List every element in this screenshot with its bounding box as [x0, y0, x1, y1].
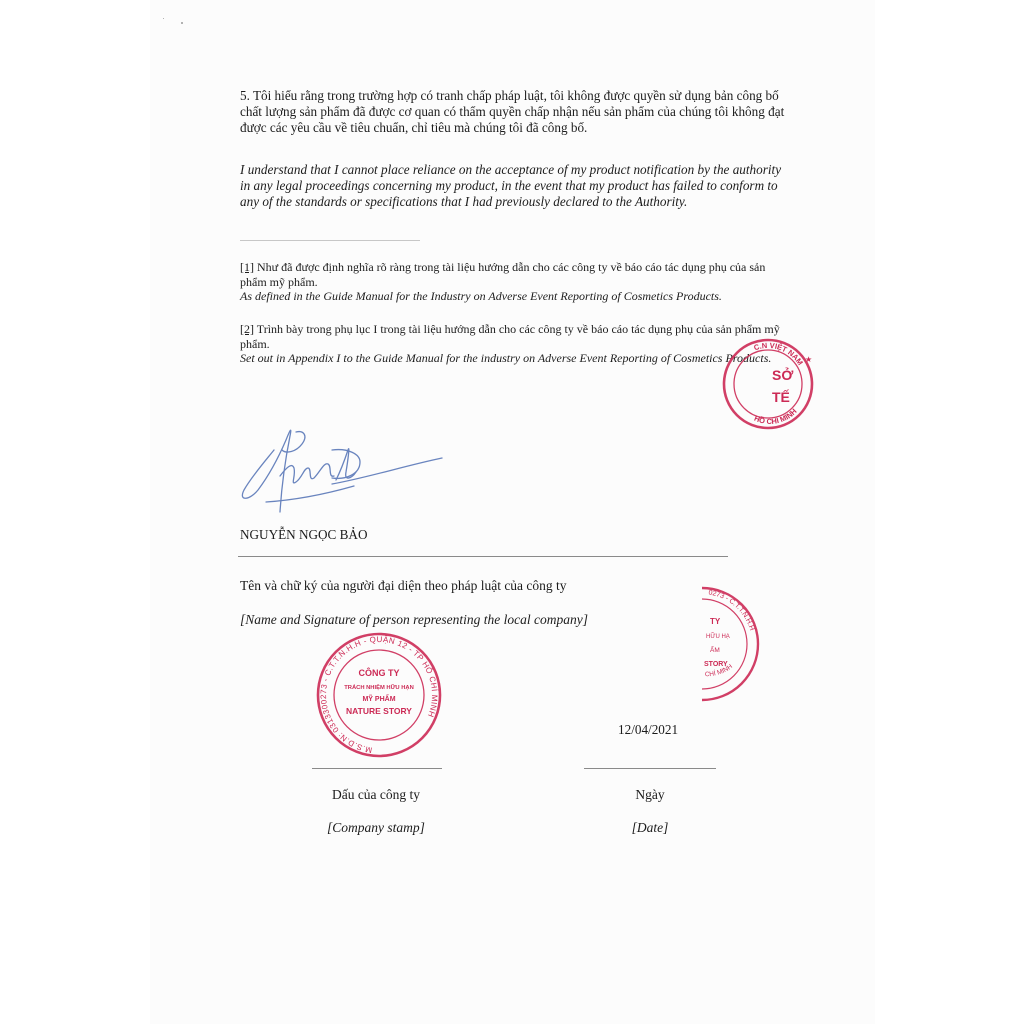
- company-stamp-line-1: CÔNG TY: [358, 668, 400, 678]
- footnote-2: [240, 322, 780, 366]
- partial-stamp-ring-bottom: CHÍ MINH: [704, 663, 734, 679]
- company-stamp-line-2: TRÁCH NHIỆM HỮU HẠN: [344, 685, 414, 691]
- company-stamp-line: [312, 768, 442, 769]
- footnote-2-ref: [2]: [240, 322, 254, 336]
- department-stamp-line-2: TẾ: [772, 389, 790, 405]
- clause-5-vietnamese: 5. Tôi hiểu rằng trong trường hợp có tranh chấp pháp luật, tôi không được quyền sử dụng bản công bố chất lượng sản phẩm đã được cơ quan có thẩm quyền chấp nhận nếu sản phẩm của chúng tôi không đạt được các yêu cầu về tiêu chuẩn, chỉ tiêu mà chúng tôi đã công bố.: [240, 88, 785, 136]
- department-stamp-ring-bottom: HỒ CHÍ MINH: [752, 406, 799, 427]
- footnote-2-vietnamese: [240, 322, 780, 351]
- signature-label-vietnamese: Tên và chữ ký của người đại diện theo pháp luật của công ty: [240, 578, 567, 593]
- footnote-2-text: Trình bày trong phụ lục I trong tài liệu hướng dẫn cho các công ty về báo cáo tác dụng phụ của sản phẩm mỹ phẩm.: [240, 322, 780, 351]
- company-stamp-ring: M.S.D.N: 0313300273 - C.T.T.N.H.H - QUẬN 12 - TP HỒ CHÍ MINH: [319, 634, 440, 755]
- company-stamp: [314, 630, 444, 760]
- signature-image: [236, 420, 446, 520]
- partial-stamp-line-1: TY: [710, 617, 721, 626]
- date-value: 12/04/2021: [618, 722, 679, 737]
- scan-left-margin: [0, 0, 150, 1024]
- footnote-separator: [240, 240, 420, 241]
- footnote-1-english: As defined in the Guide Manual for the Industry on Adverse Event Reporting of Cosmetics Products.: [240, 289, 722, 303]
- scan-speck: [163, 18, 164, 19]
- svg-text:C.N VIỆT NAM: [753, 341, 805, 367]
- footnote-1-text: Như đã được định nghĩa rõ ràng trong tài liệu hướng dẫn cho các công ty về báo cáo tác dụng phụ của sản phẩm mỹ phẩm.: [240, 260, 766, 289]
- date-label-english: [Date]: [631, 820, 669, 835]
- company-stamp-line-4: NATURE STORY: [346, 706, 412, 716]
- footnote-1-vietnamese: [240, 260, 790, 289]
- department-stamp-line-1: SỞ: [772, 367, 794, 383]
- scan-right-margin: [875, 0, 1024, 1024]
- signer-name: NGUYỄN NGỌC BẢO: [240, 527, 368, 542]
- svg-text:M.S.D.N: 0313300273 - C.T.T.N.: [319, 635, 439, 755]
- svg-text:HỒ CHÍ MINH: [753, 407, 799, 426]
- signature-line: [238, 556, 728, 557]
- date-line: [584, 768, 716, 769]
- scan-speck: [181, 22, 183, 24]
- partial-stamp-line-3: ẨM: [710, 647, 720, 654]
- company-stamp-label-english: [Company stamp]: [327, 820, 425, 835]
- company-stamp-label-vietnamese: Dấu của công ty: [331, 787, 421, 802]
- footnote-1-ref: [1]: [240, 260, 254, 274]
- partial-stamp-ring: 0273 - C.T.T.N.H.H: [707, 589, 756, 632]
- star-icon: ★: [805, 355, 813, 364]
- partial-stamp-line-4: STORY: [704, 661, 728, 668]
- signature-label-english: [Name and Signature of person representing the local company]: [240, 612, 588, 627]
- footnote-1: [240, 260, 790, 304]
- department-stamp-ring-top: C.N VIỆT NAM: [752, 340, 805, 367]
- partial-stamp-line-2: HỮU HẠ: [706, 634, 730, 640]
- date-label-vietnamese: Ngày: [635, 787, 665, 802]
- footnote-2-english: Set out in Appendix I to the Guide Manual for the industry on Adverse Event Reporting of Cosmetics Products.: [240, 351, 772, 365]
- department-stamp: [722, 322, 816, 446]
- partial-company-stamp: [688, 580, 764, 710]
- company-stamp-line-3: MỸ PHẨM: [362, 696, 396, 703]
- clause-5-english: I understand that I cannot place reliance on the acceptance of my product notification by the authority in any legal proceedings concerning my product, in the event that my product has failed to conform to any of the standards or specifications that I had previously declared to the Authority.: [240, 162, 782, 210]
